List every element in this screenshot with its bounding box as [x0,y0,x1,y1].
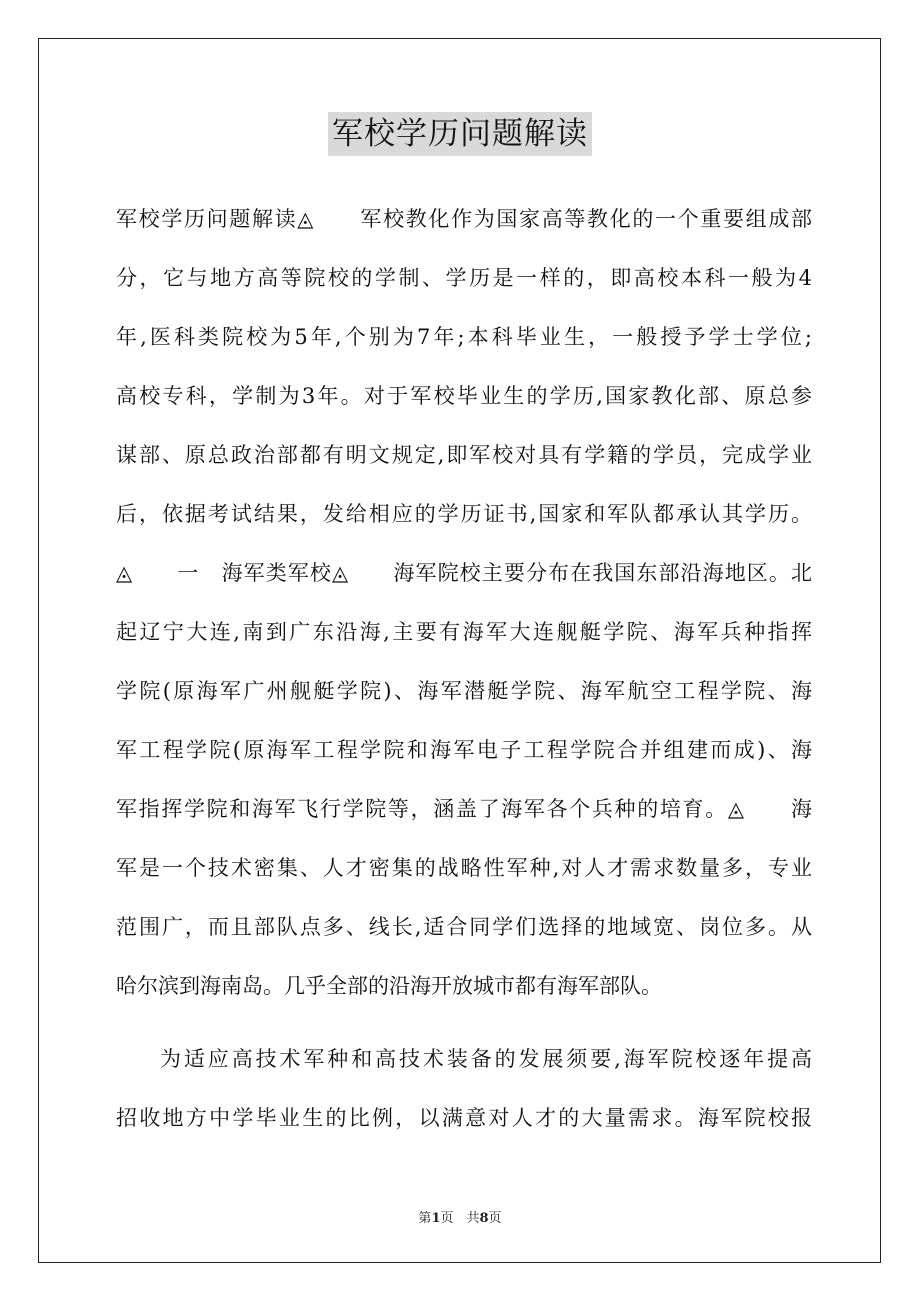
text-line: 学院(原海军广州舰艇学院)、海军潜艇学院、海军航空工程学院、海 [116,679,812,703]
text-line: 为适应高技术军种和高技术装备的发展须要,海军院校逐年提高 [160,1047,812,1071]
paragraph-gap [116,1016,812,1030]
document-title: 军校学历问题解读 [328,112,592,156]
text-line: 高校专科，学制为3年。对于军校毕业生的学历,国家教化部、原总参 [116,384,812,408]
text-line: 起辽宁大连,南到广东沿海,主要有海军大连舰艇学院、海军兵种指挥 [116,620,812,644]
text-line: 招收地方中学毕业生的比例，以满意对人才的大量需求。海军院校报 [116,1106,812,1130]
footer-prefix: 第 [418,1211,432,1226]
document-body [116,190,812,1148]
text-line: 军指挥学院和海军飞行学院等，涵盖了海军各个兵种的培育。◬ 海 [116,797,812,821]
text-line: 军是一个技术密集、人才密集的战略性军种,对人才需求数量多，专业 [116,856,812,880]
title-container [0,112,920,156]
footer-page-number: 1 [431,1211,441,1226]
text-line: 范围广，而且部队点多、线长,适合同学们选择的地域宽、岗位多。从 [116,915,812,939]
footer-total-pages: 8 [479,1211,489,1226]
page-footer [0,1207,920,1226]
footer-suffix: 页 [488,1211,502,1226]
text-line: 年,医科类院校为5年,个别为7年;本科毕业生，一般授予学士学位; [116,325,812,349]
text-line: 哈尔滨到海南岛。几乎全部的沿海开放城市都有海军部队。 [116,974,662,998]
text-line: 后，依据考试结果，发给相应的学历证书,国家和军队都承认其学历。 [116,502,812,526]
text-line: 谋部、原总政治部都有明文规定,即军校对具有学籍的学员，完成学业 [116,443,812,467]
text-line: ◬ 一 海军类军校◬ 海军院校主要分布在我国东部沿海地区。北 [116,561,812,585]
text-line: 军校学历问题解读◬ 军校教化作为国家高等教化的一个重要组成部 [116,207,812,231]
text-line: 军工程学院(原海军工程学院和海军电子工程学院合并组建而成)、海 [116,738,812,762]
text-line: 分，它与地方高等院校的学制、学历是一样的，即高校本科一般为4 [116,266,812,290]
footer-middle: 页 共 [440,1211,480,1226]
